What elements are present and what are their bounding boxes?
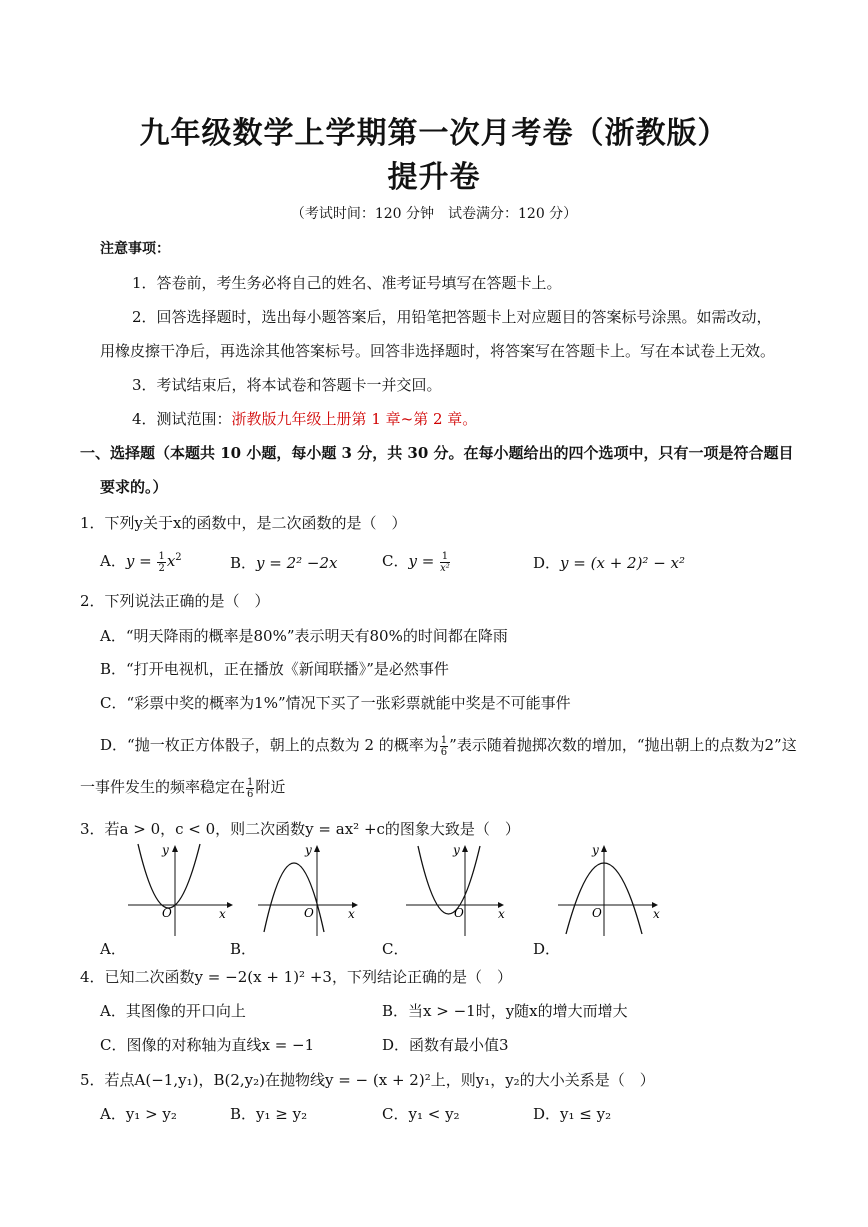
q2-option-b: B．“打开电视机，正在播放《新闻联播》”是必然事件 — [100, 660, 449, 678]
q4-option-b: B．当x > −1时，y随x的增大而增大 — [382, 1002, 628, 1020]
q2-option-c: C．“彩票中奖的概率为1%”情况下买了一张彩票就能中奖是不可能事件 — [100, 694, 571, 712]
q5-option-c: C．y₁ < y₂ — [382, 1105, 460, 1123]
section-heading-cont: 要求的。） — [100, 478, 168, 496]
test-range: 浙教版九年级上册第 1 章~第 2 章。 — [231, 410, 478, 428]
q3-label-c: C． — [382, 940, 409, 958]
q1-option-c: C．y = $\frac{1}{\text{x²}}$ — [382, 550, 450, 574]
svg-text:y: y — [305, 843, 312, 857]
exam-info: （考试时间：120 分钟 试卷满分：120 分） — [290, 206, 578, 222]
q4-option-d: D．函数有最小值3 — [382, 1036, 509, 1054]
note-item-2: 2．回答选择题时，选出每小题答案后，用铅笔把答题卡上对应题目的答案标号涂黑。如需改动， — [132, 308, 772, 326]
y-axis-label: y — [162, 843, 169, 857]
page-title: 九年级数学上学期第一次月考卷（浙教版） — [139, 116, 729, 151]
q3-graph-a — [120, 842, 235, 940]
q4-option-c: C．图像的对称轴为直线x = −1 — [100, 1036, 315, 1054]
q1-option-b: B．y = 2² −2x — [230, 554, 338, 572]
q3-stem: 3．若a > 0，c < 0，则二次函数y = ax² +c的图象大致是（ ） — [80, 820, 520, 838]
x-axis-label: x — [219, 907, 226, 921]
q1-stem: 1．下列y关于x的函数中，是二次函数的是（ ） — [80, 514, 407, 532]
q2-option-a: A．“明天降雨的概率是80%”表示明天有80%的时间都在降雨 — [100, 627, 508, 645]
q1-option-d: D．y = (x + 2)² − x² — [533, 554, 686, 572]
svg-text:y: y — [592, 843, 599, 857]
section-heading: 一、选择题（本题共 10 小题，每小题 3 分，共 30 分。在每小题给出的四个选项中，只有一项是符合题目 — [80, 444, 794, 462]
q2-option-d: D．“抛一枚正方体骰子，朝上的点数为 2 的概率为 $\frac{1}{6}$ ”表示随着抛掷次数的增加，“抛出朝上的点数为2”这 — [100, 734, 797, 758]
q5-option-a: A．y₁ > y₂ — [100, 1105, 177, 1123]
note-item-4-prefix: 4．测试范围： — [132, 410, 232, 428]
svg-text:O: O — [454, 906, 464, 920]
origin-label: O — [162, 906, 172, 920]
note-item-3: 3．考试结束后，将本试卷和答题卡一并交回。 — [132, 376, 442, 394]
q5-stem: 5．若点A(−1,y₁)，B(2,y₂)在抛物线y = − (x + 2)²上，则y₁，y₂的大小关系是（ ） — [80, 1071, 655, 1089]
q2-stem: 2．下列说法正确的是（ ） — [80, 592, 270, 610]
q3-graph-d — [554, 842, 669, 940]
q2-option-d-cont: 一事件发生的频率稳定在 $\frac{1}{6}$ 附近 — [80, 776, 286, 800]
svg-text:O: O — [592, 906, 602, 920]
svg-text:y: y — [453, 843, 460, 857]
q3-label-a: A． — [100, 940, 126, 958]
notes-heading: 注意事项： — [100, 241, 170, 257]
q3-graph-c — [402, 842, 517, 940]
note-item-1: 1．答卷前，考生务必将自己的姓名、准考证号填写在答题卡上。 — [132, 274, 562, 292]
svg-text:O: O — [304, 906, 314, 920]
q3-label-d: D． — [533, 940, 561, 958]
note-item-4 — [132, 408, 477, 429]
page-subtitle: 提升卷 — [387, 160, 481, 195]
q5-option-b: B．y₁ ≥ y₂ — [230, 1105, 308, 1123]
svg-text:x: x — [653, 907, 660, 921]
q5-option-d: D．y₁ ≤ y₂ — [533, 1105, 612, 1123]
svg-text:x: x — [498, 907, 505, 921]
svg-text:x: x — [348, 907, 355, 921]
note-item-2-cont: 用橡皮擦干净后，再选涂其他答案标号。回答非选择题时，将答案写在答题卡上。写在本试卷上无效。 — [100, 342, 776, 360]
q3-label-b: B． — [230, 940, 257, 958]
q4-stem: 4．已知二次函数y = −2(x + 1)² +3，下列结论正确的是（ ） — [80, 968, 512, 986]
q1-option-a: A．y = $\frac{1}{2}$ $x^2$ — [100, 550, 182, 574]
q3-graph-b — [252, 842, 367, 940]
q4-option-a: A．其图像的开口向上 — [100, 1002, 246, 1020]
